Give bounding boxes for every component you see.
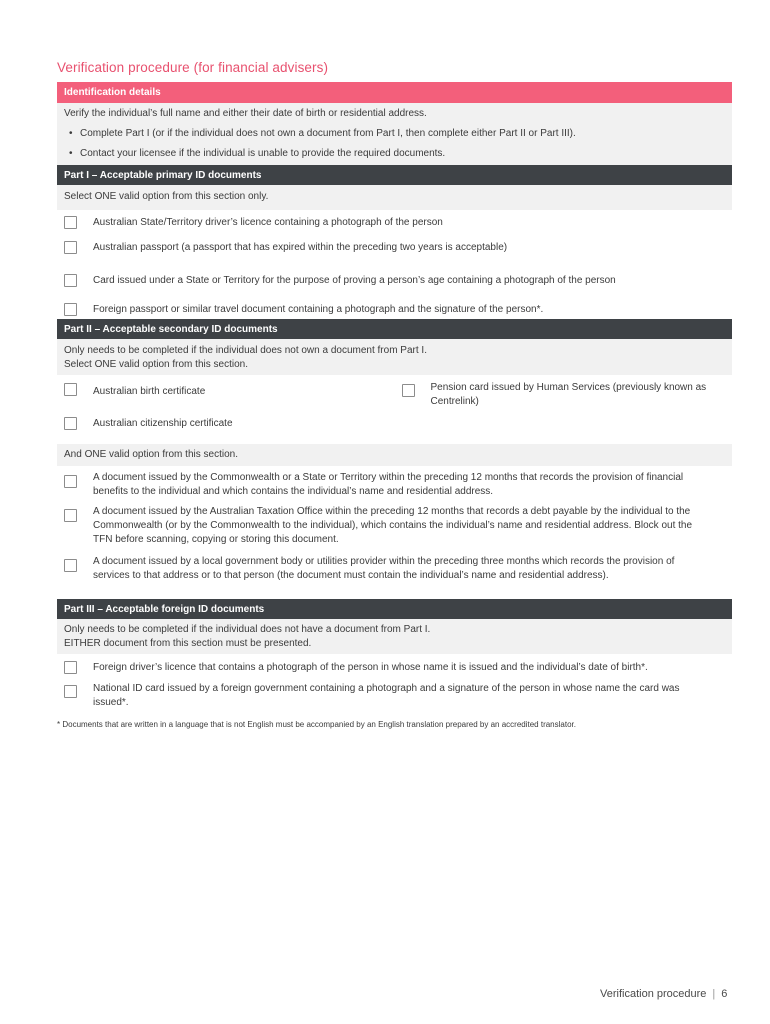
identification-header: Identification details — [57, 82, 732, 103]
page-title: Verification procedure (for financial advisers) — [57, 60, 329, 75]
checkbox[interactable] — [64, 274, 77, 287]
part1-option[interactable]: Australian passport (a passport that has expired within the preceding two years is acceptable) — [57, 235, 732, 268]
part1-instruction: Select ONE valid option from this section only. — [57, 185, 732, 210]
identification-bullet: • Complete Part I (or if the individual does not own a document from Part I, then complete either Part II or Part III). — [57, 124, 732, 144]
checkbox[interactable] — [402, 384, 415, 397]
verification-form — [57, 82, 732, 730]
part3-instruction: Only needs to be completed if the individual does not have a document from Part I. EITHER document from this section must be presented. — [57, 619, 732, 654]
identification-bullet: • Contact your licensee if the individual is unable to provide the required documents. — [57, 144, 732, 165]
part2-option[interactable]: A document issued by the Australian Taxation Office within the preceding 12 months that records a debt payable by the individual to the Commonwealth (or by the Commonwealth to the individual), which contains the individual’s name and residential address. Block out the TFN before scanning, copying or storing this document. — [57, 503, 732, 553]
part2-option[interactable]: A document issued by a local government body or utilities provider within the preceding three months which records the provision of services to that address or to that person (the document must contain the individual’s name and residential address). — [57, 553, 732, 599]
checkbox[interactable] — [64, 685, 77, 698]
part2-options-row — [57, 375, 732, 417]
part2-header: Part II – Acceptable secondary ID documents — [57, 319, 732, 339]
checkbox[interactable] — [64, 303, 77, 316]
part1-option[interactable]: Australian State/Territory driver’s licence containing a photograph of the person — [57, 210, 732, 235]
identification-intro: Verify the individual’s full name and either their date of birth or residential address. — [57, 103, 732, 124]
footer-section: Verification procedure — [600, 988, 707, 1000]
checkbox[interactable] — [64, 475, 77, 488]
part2-instruction: Only needs to be completed if the individual does not own a document from Part I. Select ONE valid option from this section. — [57, 339, 732, 375]
part3-header: Part III – Acceptable foreign ID documents — [57, 599, 732, 619]
part2-option[interactable]: Pension card issued by Human Services (previously known as Centrelink) — [395, 381, 733, 417]
footnote: * Documents that are written in a language that is not English must be accompanied by an English translation prepared by an accredited translator. — [57, 720, 576, 729]
part2-and-instruction: And ONE valid option from this section. — [57, 444, 732, 466]
checkbox[interactable] — [64, 417, 77, 430]
part2-option[interactable]: A document issued by the Commonwealth or a State or Territory within the preceding 12 months that records the provision of financial benefits to the individual and which contains the individual’s name and residential address. — [57, 466, 732, 503]
checkbox[interactable] — [64, 661, 77, 674]
part1-option[interactable]: Card issued under a State or Territory for the purpose of proving a person’s age containing a photograph of the person — [57, 268, 732, 297]
part1-option[interactable]: Foreign passport or similar travel document containing a photograph and the signature of the person*. — [57, 297, 732, 319]
checkbox[interactable] — [64, 383, 77, 396]
part1-header: Part I – Acceptable primary ID documents — [57, 165, 732, 185]
checkbox[interactable] — [64, 509, 77, 522]
part3-option[interactable]: Foreign driver’s licence that contains a photograph of the person in whose name it is issued and the individual’s date of birth*. — [57, 654, 732, 681]
page-number: 6 — [721, 988, 728, 1000]
footer-separator: | — [712, 988, 716, 1000]
part3-option[interactable]: National ID card issued by a foreign government containing a photograph and a signature of the person in whose name the card was issued*. — [57, 681, 732, 714]
checkbox[interactable] — [64, 559, 77, 572]
checkbox[interactable] — [64, 241, 77, 254]
part2-option[interactable]: Australian citizenship certificate — [57, 417, 732, 444]
page-footer — [600, 988, 727, 1000]
checkbox[interactable] — [64, 216, 77, 229]
part2-option[interactable]: Australian birth certificate — [57, 381, 395, 417]
